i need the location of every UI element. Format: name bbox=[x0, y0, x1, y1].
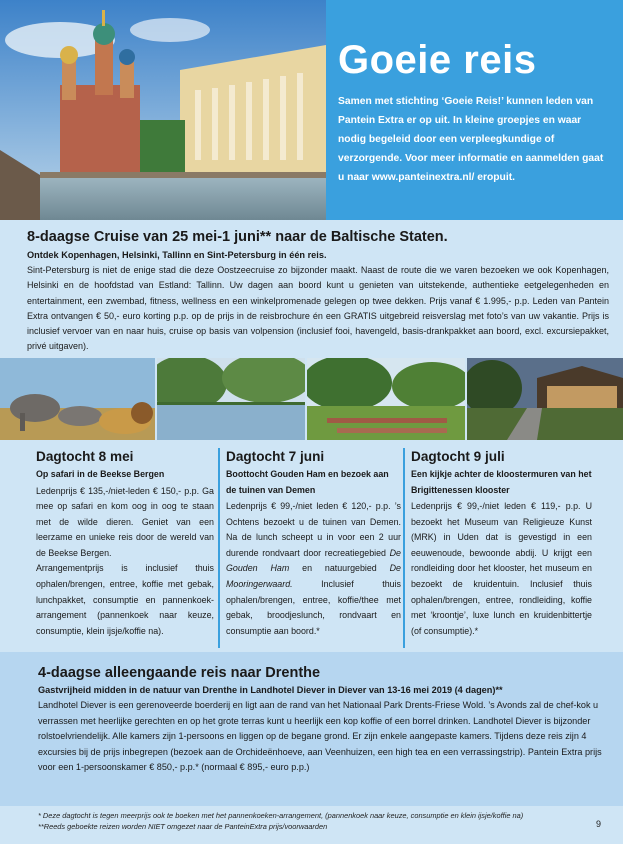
trip-title: Dagtocht 9 juli bbox=[411, 449, 505, 464]
day-trips bbox=[0, 440, 623, 652]
trip-subtitle: Een kijkje achter de kloostermuren van het Brigittenessen klooster bbox=[411, 469, 592, 495]
trip-body: Ledenprijs € 135,-/niet-leden € 150,- p.p. Ga mee op safari en kom oog in oog te staan met de wilde dieren. Geniet van een leerzame en unieke reis door de wereld van de Beekse Bergen. bbox=[36, 485, 214, 558]
intro-panel bbox=[326, 0, 623, 220]
footnote-2: **Reeds geboekte reizen worden NIET omgezet naar de PanteinExtra prijs/voorwaarden bbox=[38, 822, 328, 831]
cruise-section bbox=[0, 220, 623, 358]
drenthe-body: Landhotel Diever is een gerenoveerde boerderij en ligt aan de rand van het Nationaal Park Drents-Friese Wold. ’s Avonds zal de chef-kok u verrassen met heerlijke gerechten en op het grote terras kunt u heerlijk een kop koffie of een borrel drinken. Landhotel Diever is bijzonder rolstoelvriendelijk. Alle kamers zijn 1-persoons en liggen op de begane grond. Er zijn enkele aangepaste kamers. Tijdens deze reis zijn 4 excursies bij de prijs inbegrepen (bezoek aan de Orchideënhoeve, aan Veenhuizen, een high tea en een verrassingstrip). Pantein Extra prijs voor een 1-persoonskamer € 850,- p.p.* (normaal € 895,- euro p.p.) bbox=[38, 700, 602, 772]
drenthe-subtitle: Gastvrijheid midden in de natuur van Drenthe in Landhotel Diever in Diever van 13-16 mei 2019 (4 dagen)** bbox=[38, 685, 503, 695]
trip-subtitle: Op safari in de Beekse Bergen bbox=[36, 469, 165, 479]
cruise-subtitle: Ontdek Kopenhagen, Helsinki, Tallinn en Sint-Petersburg in één reis. bbox=[27, 250, 327, 260]
trip-title: Dagtocht 7 juni bbox=[226, 449, 325, 464]
cruise-title: 8-daagse Cruise van 25 mei-1 juni** naar de Baltische Staten. bbox=[27, 229, 448, 245]
cruise-body: Sint-Petersburg is niet de enige stad die deze Oostzeecruise zo bijzonder maakt. Naast de route die we varen bezoeken we ook Kopenhagen, Helsinki en de hoofdstad van Estland: Tallinn. Uw dagen aan boord kunt u genieten van uitstekende, authentieke eetgelegenheden en entertainment, een zwembad, fitness, wellness en een winkelpromenade gelegen op twee dekken. Prijs vanaf € 1.995,- p.p. Leden van Pantein Extra ontvangen € 50,- euro korting p.p. op de prijs in de reisbrochure én een GRATIS uitgebreid reisverslag met foto’s van uw vakantie. Prijs is inclusief vervoer van en naar huis, cruise op basis van volpension (inclusief fooi, havengeld, basis-drankpakket aan boord, excl. excursiepakket, privé uitgaven). bbox=[27, 265, 609, 352]
photo-strip bbox=[0, 358, 623, 440]
safari-photo bbox=[0, 358, 155, 440]
hero-photo-st-petersburg bbox=[0, 0, 326, 220]
trip-9-juli bbox=[402, 440, 598, 652]
garden-photo bbox=[307, 358, 465, 440]
footnotes bbox=[38, 810, 598, 832]
drenthe-title: 4-daagse alleengaande reis naar Drenthe bbox=[38, 665, 321, 681]
page-title: Goeie reis bbox=[338, 38, 537, 82]
page-number: 9 bbox=[596, 819, 602, 829]
trip-body-2: Arrangementprijs is inclusief thuis ophalen/brengen, entree, koffie met gebak, lunchpakket, consumptie en pannenkoek-arrangement (pannenkoek naar keuze, consumptie, klein ijsje/koffie na). bbox=[36, 563, 214, 636]
footnote-1: * Deze dagtocht is tegen meerprijs ook te boeken met het pannenkoeken-arrangement, (pannenkoek naar keuze, consumptie en klein ijsje/koffie na) bbox=[38, 811, 524, 820]
lake-photo bbox=[157, 358, 305, 440]
trip-body: Ledenprijs € 99,-/niet leden € 119,- p.p. U bezoekt het Museum van Religieuze Kunst (MRK) in Uden dat is gevestigd in een eeuwenoude, bewoonde abdij. U krijgt een rondleiding door het klooster, het museum en bezoekt de kruidentuin. Inclusief thuis ophalen/brengen, entree, rondleiding, koffie met ‘kroontje’, luxe lunch en kruidenbittertje (of consumptie).* bbox=[411, 501, 592, 636]
trip-subtitle: Boottocht Gouden Ham en bezoek aan de tuinen van Demen bbox=[226, 469, 389, 495]
column-divider bbox=[218, 448, 220, 648]
column-divider bbox=[403, 448, 405, 648]
monastery-photo bbox=[467, 358, 623, 440]
trip-8-mei bbox=[27, 440, 220, 652]
trip-title: Dagtocht 8 mei bbox=[36, 449, 134, 464]
trip-body: Ledenprijs € 99,-/niet leden € 120,- p.p. ’s Ochtens bezoekt u de tuinen van Demen. Na de lunch scheept u in voor een 2 uur durende rondvaart door recreatiegebied De Gouden Ham en natuurgebied De Mooringerwaard. Inclusief thuis ophalen/brengen, entree, koffie/thee met gebak, broodjeslunch, rondvaart en consumptie aan boord.* bbox=[226, 501, 401, 636]
trip-7-juni bbox=[217, 440, 407, 652]
intro-text: Samen met stichting ‘Goeie Reis!’ kunnen leden van Pantein Extra er op uit. In kleine groepjes en waar nodig begeleid door een verpleegkundige of verzorgende. Voor meer informatie en aanmelden gaat u naar www.panteinextra.nl/ eropuit. bbox=[338, 96, 604, 183]
drenthe-section bbox=[0, 652, 623, 806]
